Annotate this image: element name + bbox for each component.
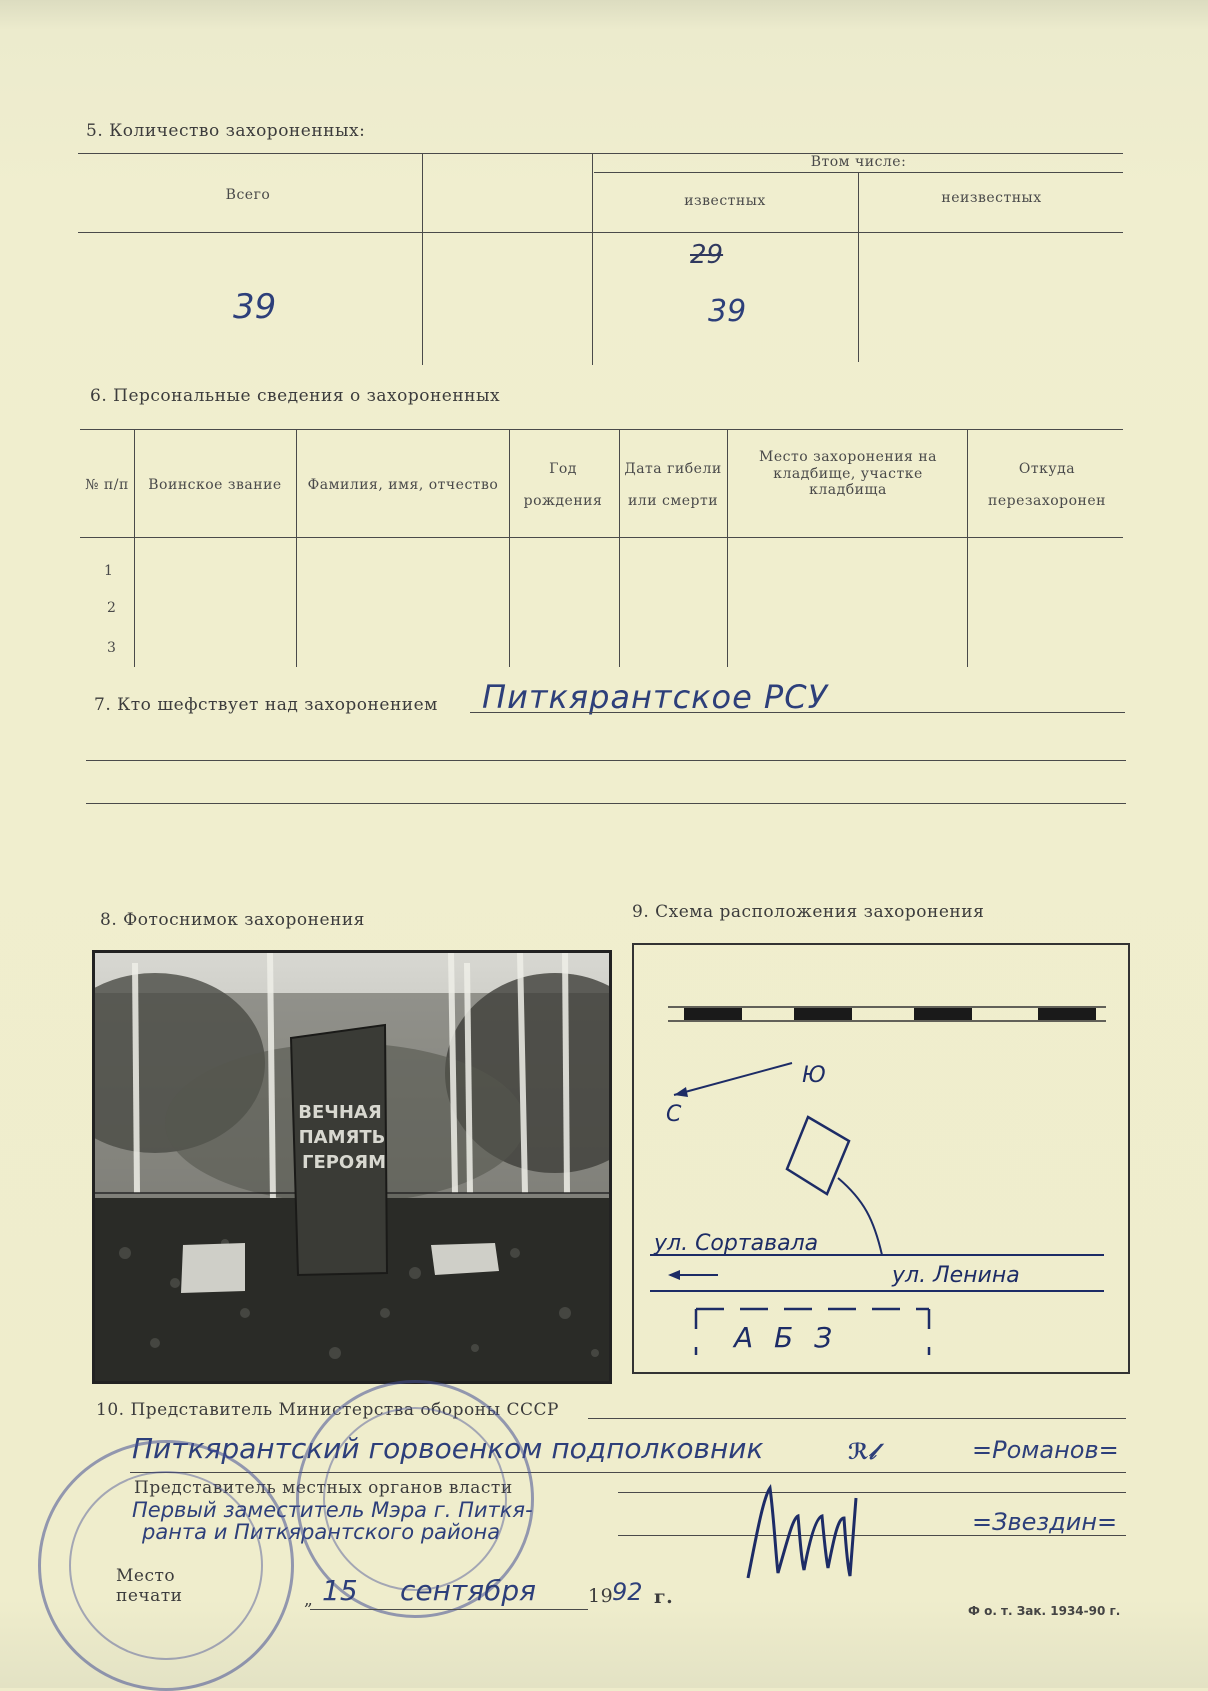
col-fullname-header: Фамилия, имя, отчество <box>307 476 499 493</box>
section5-title: 5. Количество захороненных: <box>86 121 366 141</box>
date-year: 92 <box>612 1578 643 1606</box>
date-day: 15 <box>322 1574 358 1607</box>
patron-fill-line <box>86 803 1126 804</box>
street-lenina-label: ул. Ленина <box>892 1263 1020 1288</box>
mo-fill-line <box>588 1418 1126 1419</box>
south-label: Ю <box>802 1063 826 1088</box>
burial-photo-illustration <box>95 953 609 1381</box>
row-number: 3 <box>107 640 117 656</box>
table5-divider <box>592 153 593 365</box>
table6-divider <box>727 429 728 667</box>
burial-photo <box>92 950 612 1384</box>
col-death-date-header: Дата гибели или смерти <box>624 460 722 509</box>
street-sortavala-label: ул. Сортавала <box>654 1231 819 1256</box>
monument-line-3: ГЕРОЯМ <box>301 1152 387 1173</box>
table6-divider <box>619 429 620 667</box>
patron-fill-line <box>86 760 1126 761</box>
patron-value: Питкярантское РСУ <box>482 678 829 716</box>
local-representative-label: Представитель местных органов власти <box>134 1478 513 1498</box>
monument-line-1: ВЕЧНАЯ <box>298 1102 382 1123</box>
col-burial-place-header: Место захоронения на кладбище, участке кладбища <box>758 448 938 499</box>
table6-divider <box>134 429 135 667</box>
table5-divider <box>858 172 859 362</box>
monument-line-2: ПАМЯТЬ <box>298 1127 386 1148</box>
railway-line <box>668 1007 1106 1021</box>
local-representative-value-1: Первый заместитель Мэра г. Питкя- <box>132 1498 533 1522</box>
mo-representative-value: Питкярантский горвоенком подполковник <box>132 1432 764 1465</box>
col-known-header: известных <box>684 193 766 209</box>
col-unknown-header: неизвестных <box>941 190 1042 206</box>
north-label: С <box>666 1102 682 1127</box>
section7-label: 7. Кто шефствует над захоронением <box>94 695 438 715</box>
building-label: А Б З <box>734 1321 839 1354</box>
local-representative-value-2: ранта и Питкярантского района <box>142 1520 501 1544</box>
table5-header-border <box>78 232 1123 233</box>
col-reburied-from-header: Откуда перезахоронен <box>987 460 1106 509</box>
date-fill-line <box>310 1609 588 1610</box>
section9-title: 9. Схема расположения захоронения <box>632 902 985 922</box>
location-scheme-drawing <box>634 945 1128 1372</box>
section6-title: 6. Персональные сведения о захороненных <box>90 386 501 406</box>
date-suffix: г. <box>654 1586 674 1608</box>
date-quote-open: „ <box>304 1590 314 1610</box>
local-signature <box>738 1478 888 1588</box>
table6-divider <box>967 429 968 667</box>
mo-signature: ℛ𝓁 <box>848 1440 876 1465</box>
table6-divider <box>296 429 297 667</box>
section10-title: 10. Представитель Министерства обороны СССР <box>96 1400 559 1420</box>
table6-divider <box>509 429 510 667</box>
known-struck-value: 29 <box>690 240 724 270</box>
col-incl-header: Втом числе: <box>810 154 907 170</box>
col-birth-year-header: Год рождения <box>523 460 603 509</box>
print-note: Ф о. т. Зак. 1934-90 г. <box>968 1604 1121 1618</box>
burial-site-marker <box>787 1117 849 1194</box>
date-month: сентября <box>400 1574 536 1607</box>
date-year-prefix: 19 <box>588 1585 614 1607</box>
row-number: 1 <box>104 563 114 579</box>
local-representative-name: =Звездин= <box>972 1508 1118 1536</box>
known-value: 39 <box>708 294 747 329</box>
mo-representative-name: =Романов= <box>972 1436 1119 1464</box>
seal-place-label: Место печати <box>116 1566 183 1607</box>
patron-fill-line <box>470 712 1125 713</box>
row-number: 2 <box>107 600 117 616</box>
col-number-header: № п/п <box>85 476 129 493</box>
table5-divider <box>422 153 423 365</box>
total-value: 39 <box>233 287 277 327</box>
section8-title: 8. Фотоснимок захоронения <box>100 910 365 930</box>
col-total-header: Всего <box>225 187 271 203</box>
mo-fill-line <box>130 1472 1126 1473</box>
access-path <box>838 1178 882 1255</box>
col-rank-header: Воинское звание <box>148 476 282 493</box>
location-scheme <box>632 943 1130 1374</box>
